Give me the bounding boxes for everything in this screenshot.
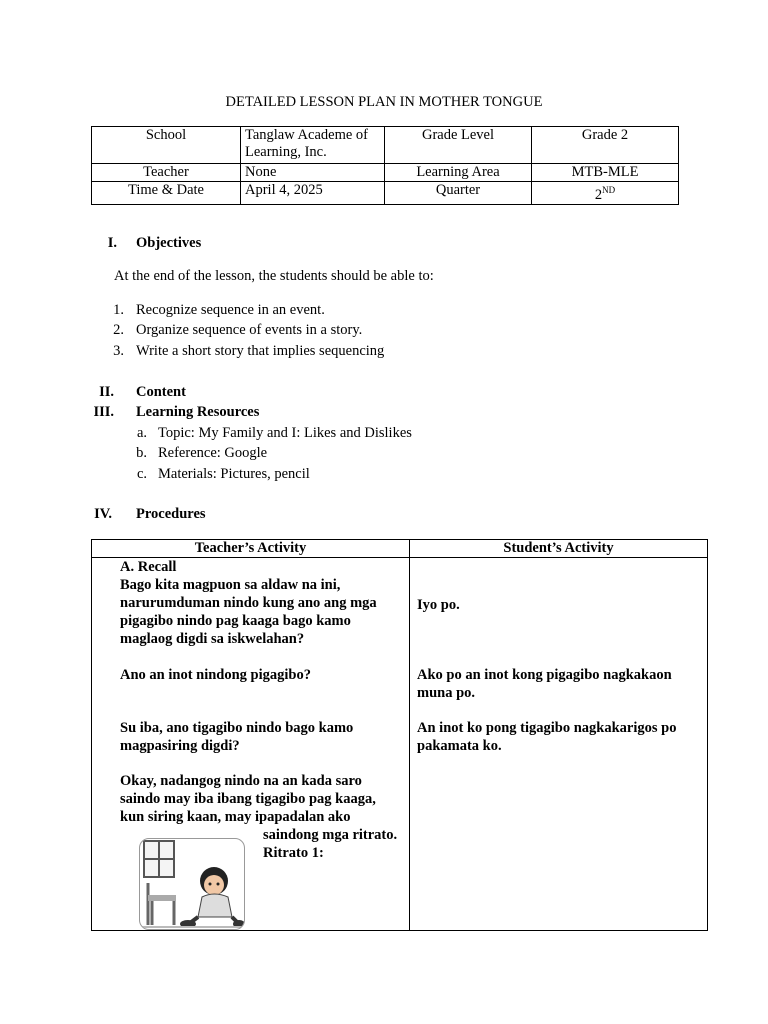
resource-item: Materials: Pictures, pencil	[158, 466, 310, 482]
document-title: DETAILED LESSON PLAN IN MOTHER TONGUE	[225, 94, 543, 110]
objective-number: 3.	[113, 343, 124, 359]
content-heading: Content	[136, 384, 186, 400]
objective-number: 1.	[113, 302, 124, 318]
teacher-label: Teacher	[92, 164, 241, 182]
teacher-value: None	[241, 164, 385, 182]
objective-number: 2.	[113, 322, 124, 338]
teacher-line: kun siring kaan, may ipapadalan ako	[120, 809, 351, 825]
teacher-line: Ritrato 1:	[263, 845, 324, 861]
objective-item: Write a short story that implies sequencing	[136, 343, 385, 359]
resource-letter: a.	[136, 425, 147, 441]
quarter-value: 2ND	[532, 182, 679, 205]
content-numeral: II.	[99, 384, 114, 400]
lesson-info-table	[91, 126, 679, 205]
resource-item: Reference: Google	[158, 445, 268, 461]
teacher-line: pigagibo nindo pag kaaga bago kamo	[120, 613, 351, 629]
student-line: An inot ko pong tigagibo nagkakarigos po	[417, 720, 677, 736]
procedures-heading: Procedures	[136, 506, 206, 522]
resource-item: Topic: My Family and I: Likes and Dislikes	[158, 425, 412, 441]
teacher-line: Su iba, ano tigagibo nindo bago kamo	[120, 720, 354, 736]
grade-level-value: Grade 2	[532, 127, 679, 164]
school-label: School	[92, 127, 241, 164]
teacher-line: saindong mga ritrato.	[263, 827, 398, 843]
time-date-value: April 4, 2025	[241, 182, 385, 205]
student-activity-header: Student’s Activity	[410, 540, 708, 558]
teacher-line: narurumduman nindo kung ano ang mga	[120, 595, 377, 611]
school-value: Tanglaw Academe of Learning, Inc.	[241, 127, 385, 164]
learning-area-value: MTB-MLE	[532, 164, 679, 182]
teacher-line: magpasiring digdi?	[120, 738, 240, 754]
objective-item: Recognize sequence in an event.	[136, 302, 325, 318]
learning-area-label: Learning Area	[385, 164, 532, 182]
student-line: Iyo po.	[417, 597, 460, 613]
resources-numeral: III.	[93, 404, 114, 420]
boy-tying-shoes-picture	[139, 838, 245, 930]
resource-letter: b.	[136, 445, 147, 461]
resources-heading: Learning Resources	[136, 404, 260, 420]
time-date-label: Time & Date	[92, 182, 241, 205]
student-line: muna po.	[417, 685, 476, 701]
recall-label: A. Recall	[120, 559, 177, 575]
objectives-heading: Objectives	[136, 235, 202, 251]
teacher-line: saindo may iba ibang tigagibo pag kaaga,	[120, 791, 376, 807]
procedures-numeral: IV.	[94, 506, 112, 522]
teacher-line: maglaog digdi sa iskwelahan?	[120, 631, 305, 647]
teacher-line: Bago kita magpuon sa aldaw na ini,	[120, 577, 341, 593]
objective-item: Organize sequence of events in a story.	[136, 322, 363, 338]
resource-letter: c.	[136, 466, 147, 482]
objectives-numeral: I.	[107, 235, 117, 251]
teacher-line: Ano an inot nindong pigagibo?	[120, 667, 311, 683]
teacher-activity-header: Teacher’s Activity	[92, 540, 410, 558]
student-line: pakamata ko.	[417, 738, 502, 754]
quarter-label: Quarter	[385, 182, 532, 205]
student-line: Ako po an inot kong pigagibo nagkakaon	[417, 667, 672, 683]
grade-level-label: Grade Level	[385, 127, 532, 164]
objectives-intro: At the end of the lesson, the students should be able to:	[114, 268, 434, 284]
teacher-line: Okay, nadangog nindo na an kada saro	[120, 773, 362, 789]
student-activity-cell	[410, 558, 708, 931]
